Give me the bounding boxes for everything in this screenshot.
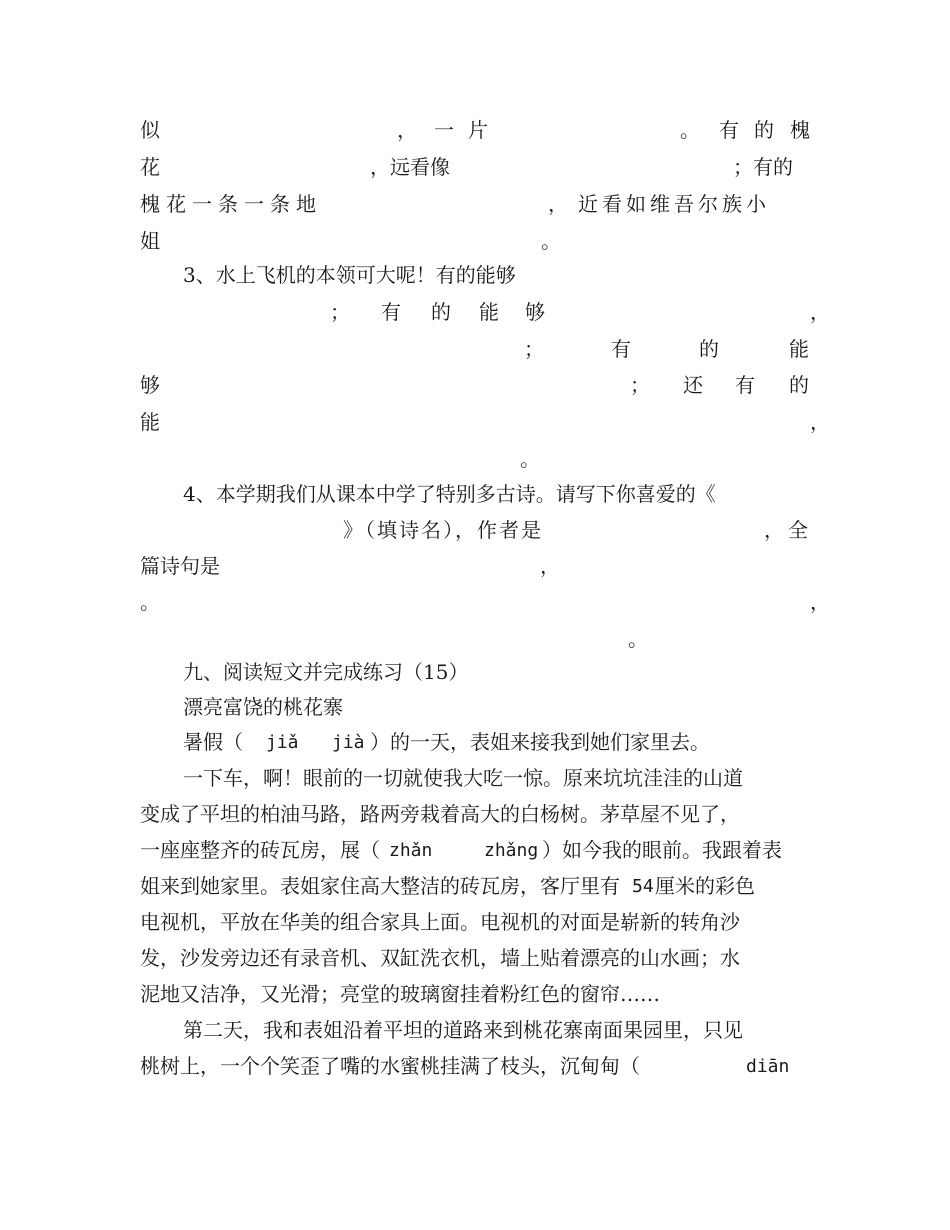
text-fragment: ， (810, 300, 830, 324)
paragraph-line: 发，沙发旁边还有录音机、双缸洗衣机，墙上贴着漂亮的山水画；水 (140, 946, 740, 970)
number-text: 54 (632, 876, 654, 897)
text-fragment: 的 (431, 300, 451, 324)
text-fragment: 够 (140, 373, 160, 397)
text-fragment: 还 (683, 373, 703, 397)
text-fragment: ；有的 (733, 155, 793, 179)
text-fragment: ， (810, 590, 830, 614)
question-4: 4、本学期我们从课本中学了特别多古诗。请写下你喜爱的《 (183, 482, 716, 506)
text-fragment: 似 (140, 118, 160, 142)
text-fragment: 片 (468, 118, 488, 142)
text-fragment: ； (524, 337, 544, 361)
text-fragment: 。 (680, 118, 700, 142)
text-fragment: 够 (525, 300, 545, 324)
pinyin-option: jià (332, 732, 365, 753)
text-fragment: 。 (520, 447, 540, 471)
text-fragment: 。 (628, 627, 648, 651)
paragraph-line: 变成了平坦的柏油马路，路两旁栽着高大的白杨树。茅草屋不见了， (140, 802, 740, 826)
text-fragment: 的 (789, 373, 809, 397)
text-fragment: 槐花一条一条地 (140, 192, 322, 216)
paragraph-line: ）的一天，表姐来接我到她们家里去。 (370, 730, 710, 754)
passage-title: 漂亮富饶的桃花寨 (183, 695, 343, 719)
paragraph-line: 一座座整齐的砖瓦房，展（ (140, 838, 380, 862)
text-fragment: ， (540, 554, 560, 578)
text-fragment: 有 (381, 300, 401, 324)
paragraph-line: 桃树上，一个个笑歪了嘴的水蜜桃挂满了枝头，沉甸甸（ (140, 1054, 640, 1078)
text-fragment: 篇诗句是 (140, 554, 220, 578)
text-fragment: 。 (140, 590, 160, 614)
text-fragment: 姐 (140, 229, 160, 253)
text-fragment: 有 (735, 373, 755, 397)
question-3: 3、水上飞机的本领可大呢！有的能够 (183, 263, 516, 287)
text-fragment: 的 (699, 337, 719, 361)
text-fragment: 一 (434, 118, 454, 142)
text-fragment: ， (397, 118, 417, 142)
text-fragment: 》（填诗名），作者是 (343, 518, 543, 542)
text-fragment: 槐 (790, 118, 810, 142)
paragraph-line: 电视机，平放在华美的组合家具上面。电视机的对面是崭新的转角沙 (140, 910, 740, 934)
paragraph-line: 第二天，我和表姐沿着平坦的道路来到桃花寨南面果园里，只见 (183, 1018, 743, 1042)
paragraph-line: 厘米的彩色 (655, 874, 755, 898)
section-heading: 九、阅读短文并完成练习（15） (183, 660, 469, 684)
pinyin-option: zhǎng (484, 840, 539, 861)
paragraph-line: 暑假（ (183, 730, 243, 754)
pinyin-option: diān (746, 1056, 790, 1077)
pinyin-option: jiǎ (266, 732, 299, 753)
text-fragment: 。 (541, 229, 561, 253)
text-fragment: ； (630, 373, 650, 397)
text-fragment: 的 (754, 118, 774, 142)
text-fragment: ； (330, 300, 350, 324)
text-fragment: 近看如维吾尔族小 (578, 192, 770, 216)
paragraph-line: 姐来到她家里。表姐家住高大整洁的砖瓦房，客厅里有 (140, 874, 620, 898)
text-fragment: 有 (611, 337, 631, 361)
text-fragment: ，全 (764, 518, 812, 542)
text-fragment: 能 (479, 300, 499, 324)
pinyin-option: zhǎn (389, 840, 433, 861)
text-fragment: 花 (140, 155, 160, 179)
paragraph-line: 泥地又洁净，又光滑；亮堂的玻璃窗挂着粉红色的窗帘…… (140, 982, 660, 1006)
text-fragment: 能 (140, 410, 160, 434)
paragraph-line: 一下车，啊！眼前的一切就使我大吃一惊。原来坑坑洼洼的山道 (183, 766, 743, 790)
text-fragment: 能 (789, 337, 809, 361)
paragraph-line: ）如今我的眼前。我跟着表 (542, 838, 782, 862)
text-fragment: ，远看像 (370, 155, 450, 179)
text-fragment: ， (810, 410, 830, 434)
text-fragment: 有 (719, 118, 739, 142)
text-fragment: ， (548, 192, 568, 216)
